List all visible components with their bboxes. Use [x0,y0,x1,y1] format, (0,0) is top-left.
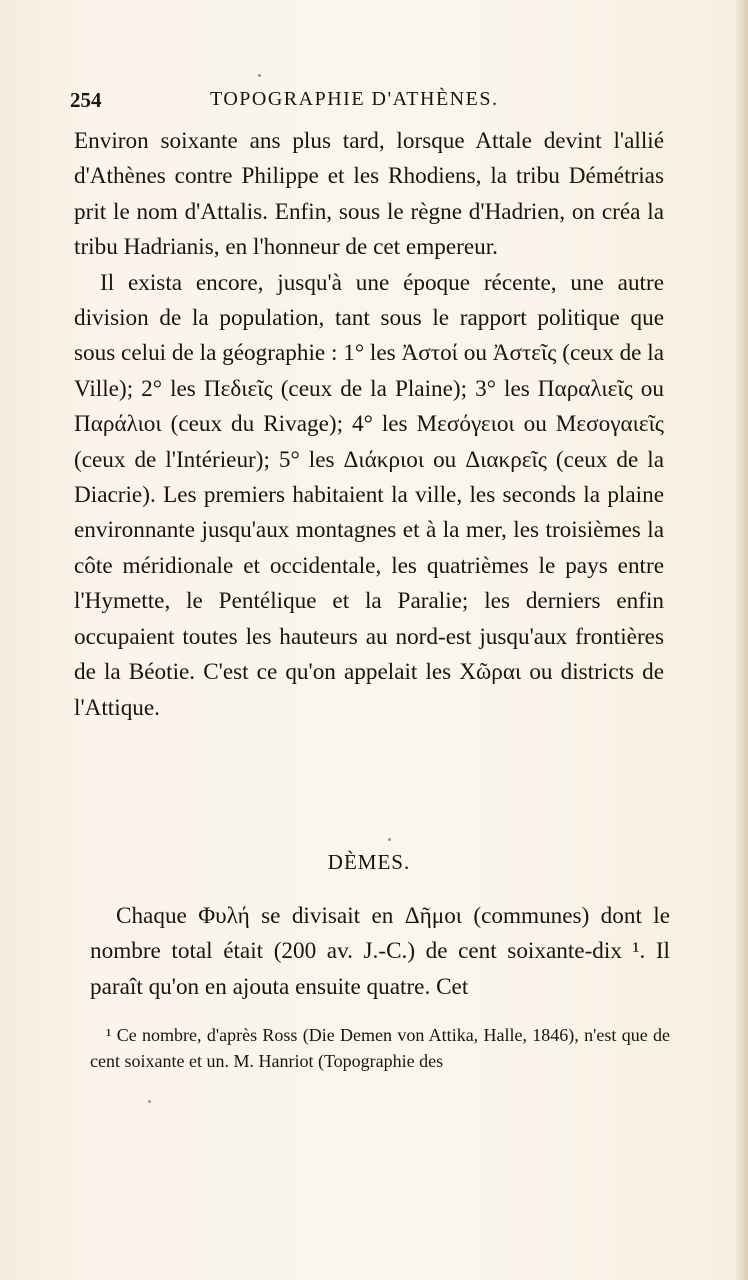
main-text [74,124,664,726]
footnote-text: ¹ Ce nombre, d'après Ross (Die Demen von Attika, Halle, 1846), n'est que de cent soixante et un. M. Hanriot (Topographie des [90,1025,670,1071]
print-speck [148,1100,151,1103]
print-speck [258,74,261,77]
section-title: DÈMES. [327,850,411,874]
page-header [70,88,670,118]
paragraph-attalis: Environ soixante ans plus tard, lorsque Attale devint l'allié d'Athènes contre Philippe et les Rhodiens, la tribu Démétrias prit le nom d'Attalis. Enfin, sous le règne d'Hadrien, on créa la tribu Hadrianis, en l'honneur de cet empereur. [74,128,664,261]
print-speck [388,838,391,841]
page-number: 254 [70,88,102,112]
section-body [90,899,670,1005]
running-title: TOPOGRAPHIE D'ATHÈNES. [210,88,499,110]
page-edge-shadow [734,0,748,1280]
paragraph-divisions: Il exista encore, jusqu'à une époque récente, une autre division de la population, tant sous le rapport politique que sous celui de la géographie : 1° les Ἀστοί ou Ἀστεῖς (ceux de la Ville); 2° les Πεδιεῖς (ceux de la Plaine); 3° les Παραλιεῖς ou Παράλιοι (ceux du Rivage); 4° les Μεσόγειοι ou Μεσογαιεῖς (ceux de l'Intérieur); 5° les Διάκριοι ou Διακρεῖς (ceux de la Diacrie). Les premiers habitaient la ville, les seconds la plaine environnante jusqu'aux montagnes et à la mer, les troisièmes la côte méridionale et occidentale, les quatrièmes le pays entre l'Hymette, le Pentélique et la Paralie; les derniers enfin occupaient toutes les hauteurs au nord-est jusqu'aux frontières de la Béotie. C'est ce qu'on appelait les Χῶραι ou districts de l'Attique. [74,269,664,721]
footnote [90,1022,670,1074]
paragraph-demes: Chaque Φυλή se divisait en Δῆμοι (communes) dont le nombre total était (200 av. J.-C.) de cent soixante-dix ¹. Il paraît qu'on en ajouta ensuite quatre. Cet [90,903,670,1000]
